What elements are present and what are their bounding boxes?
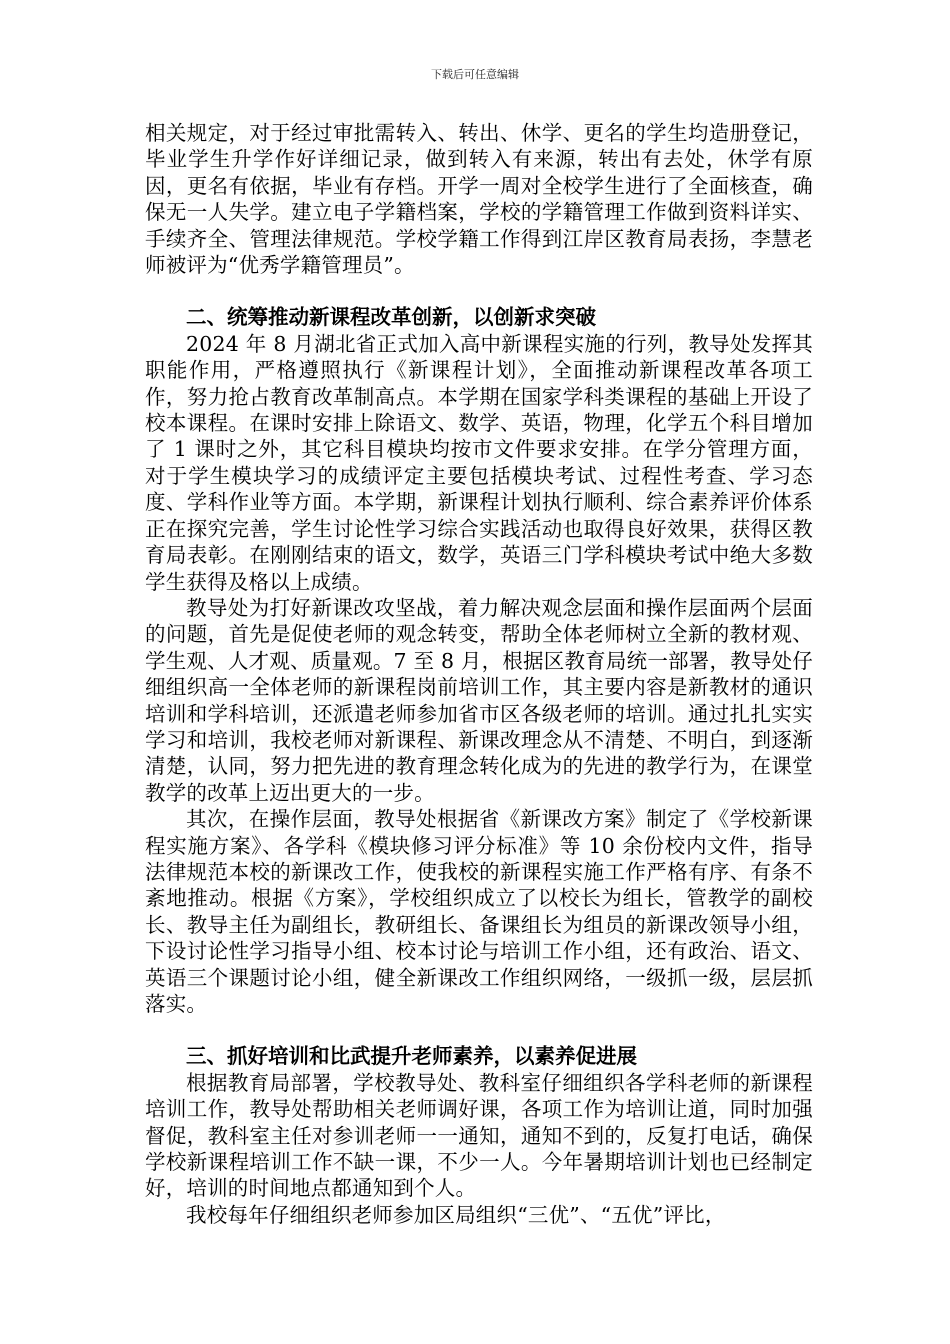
section-gap (145, 278, 813, 304)
paragraph-student-registry: 相关规定，对于经过审批需转入、转出、休学、更名的学生均造册登记，毕业学生升学作好详细记录，做到转入有来源，转出有去处，休学有原因，更名有依据，毕业有存档。开学一周对全校学生进行了全面核查，确保无一人失学。建立电子学籍档案，学校的学籍管理工作做到资料详实、手续齐全、管理法律规范。学校学籍工作得到江岸区教育局表扬，李慧老师被评为“优秀学籍管理员”。 (145, 121, 813, 278)
section-gap (145, 1017, 813, 1043)
section-heading-teacher-training: 三、抓好培训和比武提升老师素养，以素养促进展 (186, 1044, 637, 1069)
paragraph-competitions: 我校每年仔细组织老师参加区局组织“三优”、“五优”评比， (186, 1202, 726, 1227)
document-body (145, 120, 813, 1228)
section-heading-curriculum-reform: 二、统筹推动新课程改革创新，以创新求突破 (186, 305, 596, 330)
page-header-note: 下载后可任意编辑 (431, 68, 519, 81)
paragraph-operation-level: 其次，在操作层面，教导处根据省《新课改方案》制定了《学校新课程实施方案》、各学科《模块修习评分标准》等 10 余份校内文件，指导法律规范本校的新课改工作，使我校的新课程实施工作严格有序、有条不紊地推动。根据《方案》，学校组织成立了以校长为组长，管教学的副校长、教导主任为副组长，教研组长、备课组长为组员的新课改领导小组，下设讨论性学习指导小组、校本讨论与培训工作小组，还有政治、语文、英语三个课题讨论小组，健全新课改工作组织网络，一级抓一级，层层抓落实。 (145, 807, 813, 1016)
paragraph-teacher-concepts: 教导处为打好新课改攻坚战，着力解决观念层面和操作层面两个层面的问题，首先是促使老师的观念转变，帮助全体老师树立全新的教材观、学生观、人才观、质量观。7 至 8 月，根据区教育局统一部署，教导处仔细组织高一全体老师的新课程岗前培训工作，其主要内容是新教材的通识培训和学科培训，还派遣老师参加省市区各级老师的培训。通过扎扎实实学习和培训，我校老师对新课程、新课改理念从不清楚、不明白，到逐渐清楚，认同，努力把先进的教育理念转化成为的先进的教学行为，在课堂教学的改革上迈出更大的一步。 (145, 595, 813, 805)
paragraph-new-curriculum: 2024 年 8 月湖北省正式加入高中新课程实施的行列，教导处发挥其职能作用，严格遵照执行《新课程计划》，全面推动新课程改革各项工作，努力抢占教育改革制高点。本学期在国家学科类课程的基础上开设了校本课程。在课时安排上除语文、数学、英语，物理，化学五个科目增加了 1 课时之外，其它科目模块均按市文件要求安排。在学分管理方面，对于学生模块学习的成绩评定主要包括模块考试、过程性考查、学习态度、学科作业等方面。本学期，新课程计划执行顺利、综合素养评价体系正在探究完善，学生讨论性学习综合实践活动也取得良好效果，获得区教育局表彰。在刚刚结束的语文，数学，英语三门学科模块考试中绝大多数学生获得及格以上成绩。 (145, 331, 813, 594)
paragraph-training-work: 根据教育局部署，学校教导处、教科室仔细组织各学科老师的新课程培训工作，教导处帮助相关老师调好课，各项工作为培训让道，同时加强督促，教科室主任对参训老师一一通知，通知不到的，反复打电话，确保学校新课程培训工作不缺一课，不少一人。今年暑期培训计划也已经制定好，培训的时间地点都通知到个人。 (145, 1070, 813, 1201)
